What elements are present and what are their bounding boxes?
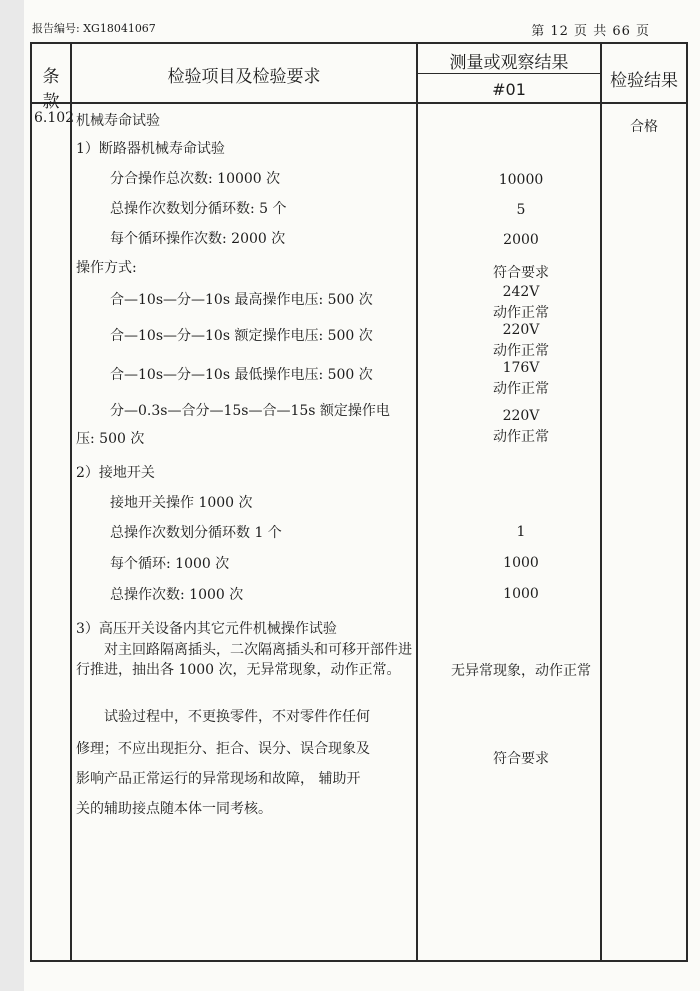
section-2-cycles: 总操作次数划分循环数 1 个 [110, 525, 282, 541]
table-right-border [686, 42, 688, 962]
header-result: 检验结果 [610, 71, 678, 91]
result-earth-switch-per-cycle: 1000 [503, 555, 539, 571]
operation-mode-label: 操作方式: [76, 260, 137, 276]
result-earth-switch-total: 1000 [503, 586, 539, 602]
section-3-paragraph-1: 对主回路隔离插头，二次隔离插头和可移开部件进行推进，抽出各 1000 次，无异常现象，动作正常。 [76, 642, 412, 678]
section-2-title: 2）接地开关 [76, 465, 155, 481]
operation-max-voltage: 合—10s—分—10s 最高操作电压: 500 次 [110, 292, 373, 308]
measure-subheader-divider [416, 73, 602, 74]
page-info: 第 12 页 共 66 页 [531, 24, 650, 39]
result-overall-requirement: 符合要求 [493, 751, 549, 767]
operation-min-voltage: 合—10s—分—10s 最低操作电压: 500 次 [110, 367, 373, 383]
header-clause: 条 款 [42, 67, 60, 112]
verdict: 合格 [630, 119, 658, 135]
section-3-paragraph-2-line4: 关的辅助接点随本体一同考核。 [76, 801, 272, 817]
section-3-title: 3）高压开关设备内其它元件机械操作试验 [76, 621, 337, 637]
header-item: 检验项目及检验要求 [167, 67, 321, 87]
result-cycles: 5 [516, 202, 526, 218]
operation-sequence-line1: 分—0.3s—合分—15s—合—15s 额定操作电 [110, 403, 390, 419]
table-top-border [30, 42, 688, 44]
result-sequence-voltage: 220V [502, 408, 540, 424]
section-3-paragraph-2-line1: 试验过程中，不更换零件，不对零件作任何 [104, 709, 370, 725]
result-min-voltage: 176V [502, 360, 540, 376]
section-1-cycles: 总操作次数划分循环数: 5 个 [110, 201, 287, 217]
section-1-ops-per-cycle: 每个循环操作次数: 2000 次 [110, 231, 286, 247]
result-max-voltage: 242V [502, 284, 540, 300]
section-1-total-ops: 分合操作总次数: 10000 次 [110, 171, 281, 187]
result-rated-voltage: 220V [502, 322, 540, 338]
item-title: 机械寿命试验 [76, 113, 160, 129]
header-sample: #01 [492, 80, 526, 99]
header-measure: 测量或观察结果 [449, 53, 569, 73]
section-3-paragraph-2-line3: 影响产品正常运行的异常现场和故障， 辅助开 [76, 771, 361, 787]
col-divider-1 [70, 42, 72, 962]
section-2-total: 总操作次数: 1000 次 [110, 587, 244, 603]
section-2-per-cycle: 每个循环: 1000 次 [110, 556, 230, 572]
col-divider-2 [416, 42, 418, 962]
report-number: 报告编号: XG18041067 [32, 22, 156, 35]
operation-sequence-line2: 压: 500 次 [76, 431, 145, 447]
result-other-components: 无异常现象，动作正常 [451, 663, 591, 679]
result-earth-switch-cycles: 1 [516, 524, 526, 540]
section-1-title: 1）断路器机械寿命试验 [76, 141, 225, 157]
result-sequence-status: 动作正常 [493, 429, 549, 445]
table-left-border [30, 42, 32, 962]
operation-rated-voltage: 合—10s—分—10s 额定操作电压: 500 次 [110, 328, 373, 344]
table-header-divider [30, 102, 688, 104]
report-page [24, 0, 700, 991]
result-max-voltage-status: 动作正常 [493, 305, 549, 321]
result-ops-per-cycle: 2000 [503, 232, 539, 248]
section-2-ops: 接地开关操作 1000 次 [110, 495, 253, 511]
result-total-ops: 10000 [498, 172, 544, 188]
section-3-paragraph-2-line2: 修理；不应出现拒分、拒合、误分、误合现象及 [76, 741, 370, 757]
table-bottom-border [30, 960, 688, 962]
clause-number: 6.102 [34, 110, 75, 126]
result-rated-voltage-status: 动作正常 [493, 343, 549, 359]
result-operation-mode: 符合要求 [493, 265, 549, 281]
result-min-voltage-status: 动作正常 [493, 381, 549, 397]
